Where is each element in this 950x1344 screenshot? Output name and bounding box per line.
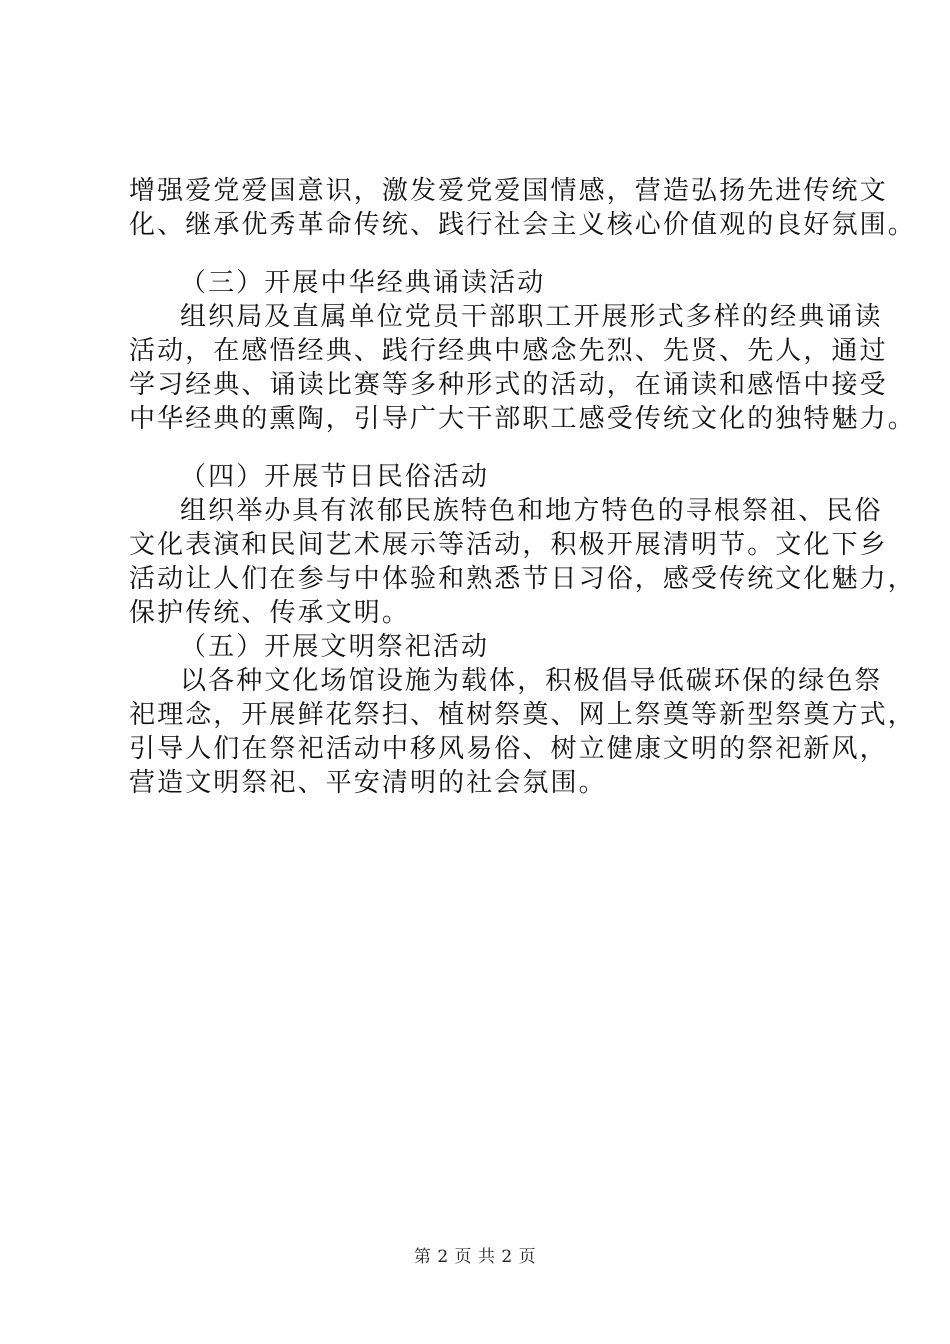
paragraph-line: 组织举办具有浓郁民族特色和地方特色的寻根祭祖、民俗 [180, 496, 883, 526]
section-heading: （三）开展中华经典诵读活动 [180, 268, 546, 298]
section-heading: （四）开展节日民俗活动 [180, 462, 490, 492]
paragraph-line: 引导人们在祭祀活动中移风易俗、树立健康文明的祭祀新风， [129, 734, 888, 764]
paragraph-line: 化、继承优秀革命传统、践行社会主义核心价值观的良好氛围。 [129, 210, 916, 240]
paragraph-line: 中华经典的熏陶，引导广大干部职工感受传统文化的独特魅力。 [129, 404, 916, 434]
paragraph-line: 以各种文化场馆设施为载体，积极倡导低碳环保的绿色祭 [180, 666, 883, 696]
paragraph-line: 文化表演和民间艺术展示等活动，积极开展清明节。文化下乡 [129, 530, 888, 560]
paragraph-line: 学习经典、诵读比赛等多种形式的活动，在诵读和感悟中接受 [129, 370, 888, 400]
paragraph-line: 营造文明祭祀、平安清明的社会氛围。 [129, 768, 607, 798]
section-heading: （五）开展文明祭祀活动 [180, 632, 490, 662]
paragraph-line: 祀理念，开展鲜花祭扫、植树祭奠、网上祭奠等新型祭奠方式， [129, 700, 916, 730]
paragraph-line: 活动，在感悟经典、践行经典中感念先烈、先贤、先人，通过 [129, 336, 888, 366]
paragraph-line: 活动让人们在参与中体验和熟悉节日习俗，感受传统文化魅力， [129, 564, 916, 594]
paragraph-line: 组织局及直属单位党员干部职工开展形式多样的经典诵读 [180, 302, 883, 332]
paragraph-line: 增强爱党爱国意识，激发爱党爱国情感，营造弘扬先进传统文 [129, 176, 888, 206]
paragraph-line: 保护传统、传承文明。 [129, 598, 411, 628]
page-number-footer: 第 2 页 共 2 页 [413, 1247, 537, 1267]
